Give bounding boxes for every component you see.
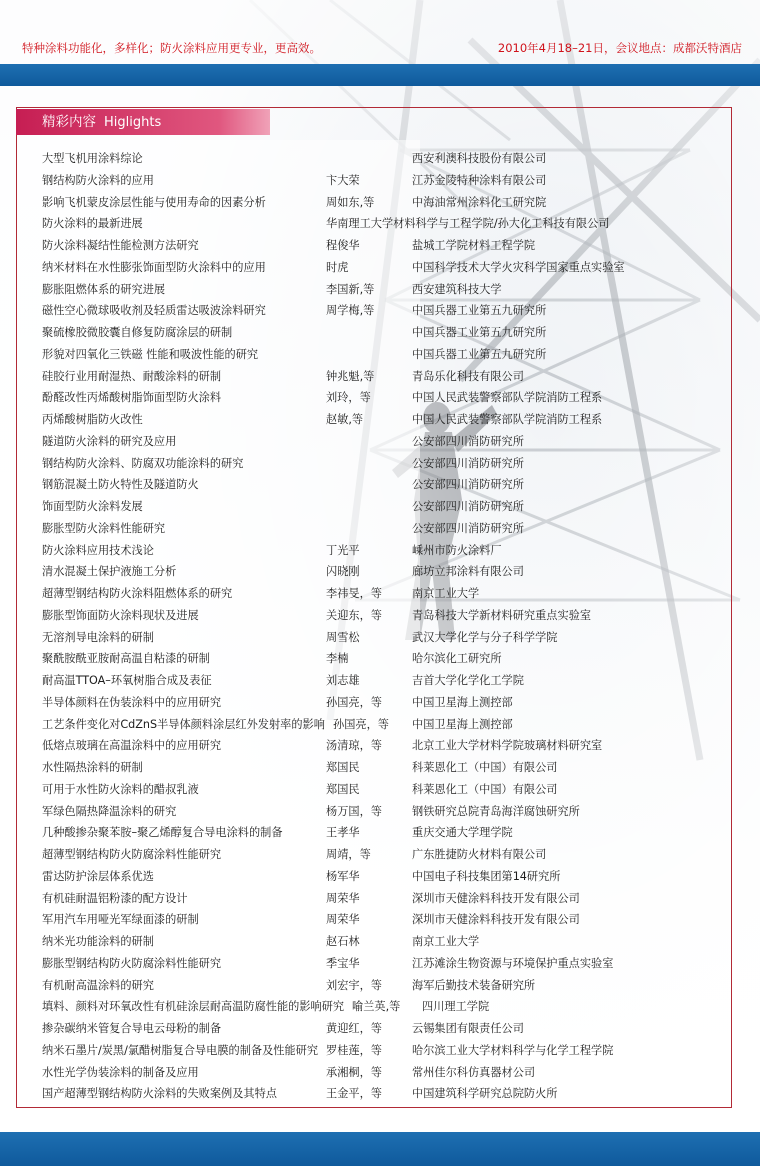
section-title-en: Higlights bbox=[104, 115, 162, 130]
paper-row bbox=[0, 257, 760, 279]
paper-author: 周荣华 bbox=[326, 913, 360, 927]
paper-institution: 中国卫星海上测控部 bbox=[412, 717, 513, 731]
paper-institution: 吉首大学化学化工学院 bbox=[412, 674, 524, 687]
paper-title: 雷达防护涂层体系优选 bbox=[42, 869, 154, 883]
paper-institution: 哈尔滨化工研究所 bbox=[412, 652, 502, 666]
paper-author: 周靖，等 bbox=[326, 848, 371, 861]
paper-title: 超薄型钢结构防火防腐涂料性能研究 bbox=[42, 848, 222, 861]
paper-row bbox=[0, 844, 760, 866]
paper-row bbox=[0, 1062, 760, 1084]
paper-author: 周雪松 bbox=[326, 630, 360, 644]
paper-title: 半导体颜料在伪装涂料中的应用研究 bbox=[42, 695, 222, 709]
paper-row bbox=[0, 366, 760, 388]
paper-row bbox=[0, 735, 760, 757]
paper-institution: 南京工业大学 bbox=[412, 587, 480, 600]
paper-row bbox=[0, 1083, 760, 1105]
paper-title: 防火涂料凝结性能检测方法研究 bbox=[42, 239, 199, 252]
paper-institution: 科莱恩化工（中国）有限公司 bbox=[412, 782, 558, 796]
paper-institution: 江苏滩涂生物资源与环境保护重点实验室 bbox=[412, 956, 614, 970]
paper-author: 程俊华 bbox=[326, 239, 360, 252]
paper-author: 周荣华 bbox=[326, 891, 360, 905]
paper-author: 黄迎红，等 bbox=[326, 1022, 382, 1035]
paper-title: 钢结构防火涂料的应用 bbox=[42, 173, 154, 187]
paper-institution: 公安部四川消防研究所 bbox=[412, 478, 524, 492]
paper-row bbox=[0, 279, 760, 301]
paper-institution: 西安建筑科技大学 bbox=[412, 282, 502, 296]
paper-title: 隧道防火涂料的研究及应用 bbox=[42, 434, 177, 448]
paper-title: 军绿色隔热降温涂料的研究 bbox=[42, 804, 177, 818]
paper-institution: 云锡集团有限责任公司 bbox=[412, 1022, 524, 1035]
paper-row bbox=[0, 192, 760, 214]
paper-institution: 重庆交通大学理学院 bbox=[412, 826, 513, 840]
paper-institution: 中国电子科技集团第14研究所 bbox=[412, 869, 561, 883]
paper-title: 防火涂料应用技术浅论 bbox=[42, 543, 154, 557]
paper-institution: 钢铁研究总院青岛海洋腐蚀研究所 bbox=[412, 804, 580, 818]
paper-title: 耐高温TTOA–环氧树脂合成及表征 bbox=[42, 674, 212, 687]
paper-title: 填料、颜料对环氧改性有机硅涂层耐高温防腐性能的影响研究 bbox=[42, 1000, 345, 1014]
paper-institution: 公安部四川消防研究所 bbox=[412, 500, 524, 513]
paper-row bbox=[0, 996, 760, 1018]
paper-author: 喻兰英,等 bbox=[352, 1000, 401, 1014]
paper-institution: 中国兵器工业第五九研究所 bbox=[412, 326, 547, 339]
paper-row bbox=[0, 909, 760, 931]
paper-row bbox=[0, 409, 760, 431]
paper-institution: 中国兵器工业第五九研究所 bbox=[412, 347, 547, 361]
paper-title: 丙烯酸树脂防火改性 bbox=[42, 413, 143, 426]
paper-author: 赵敏,等 bbox=[326, 413, 364, 426]
paper-author: 李祎旻，等 bbox=[326, 587, 382, 600]
paper-row bbox=[0, 453, 760, 475]
paper-author: 刘志雄 bbox=[326, 674, 360, 687]
paper-title: 纳米石墨片/炭黑/氯醋树脂复合导电膜的制备及性能研究 bbox=[42, 1043, 319, 1057]
paper-list bbox=[0, 148, 760, 1105]
paper-title: 膨胀型防火涂料性能研究 bbox=[42, 521, 166, 535]
paper-author: 李楠 bbox=[326, 652, 349, 666]
paper-row bbox=[0, 670, 760, 692]
paper-row bbox=[0, 583, 760, 605]
paper-row bbox=[0, 540, 760, 562]
paper-author: 卞大荣 bbox=[326, 173, 360, 187]
paper-institution: 中国人民武装警察部队学院消防工程系 bbox=[412, 413, 603, 426]
paper-title: 超薄型钢结构防火涂料阻燃体系的研究 bbox=[42, 587, 233, 600]
paper-title: 纳米材料在水性膨张饰面型防火涂料中的应用 bbox=[42, 260, 266, 274]
paper-title: 防火涂料的最新进展 bbox=[42, 217, 143, 231]
paper-institution: 中国人民武装警察部队学院消防工程系 bbox=[412, 391, 603, 405]
paper-row bbox=[0, 431, 760, 453]
paper-row bbox=[0, 931, 760, 953]
paper-row bbox=[0, 605, 760, 627]
paper-title: 有机硅耐温铝粉漆的配方设计 bbox=[42, 891, 188, 905]
paper-row bbox=[0, 148, 760, 170]
paper-row bbox=[0, 714, 760, 736]
paper-institution: 南京工业大学 bbox=[412, 935, 480, 948]
paper-title: 聚硫橡胶微胶囊自修复防腐涂层的研制 bbox=[42, 326, 233, 339]
paper-author: 王金平，等 bbox=[326, 1087, 382, 1101]
paper-author: 杨军华 bbox=[326, 869, 360, 883]
paper-author: 刘宏宇，等 bbox=[326, 978, 382, 992]
paper-institution: 盐城工学院材料工程学院 bbox=[412, 239, 536, 252]
paper-institution: 中海油常州涂料化工研究院 bbox=[412, 195, 547, 209]
paper-institution: 哈尔滨工业大学材料科学与化学工程学院 bbox=[412, 1043, 614, 1057]
paper-row bbox=[0, 757, 760, 779]
paper-title: 纳米光功能涂料的研制 bbox=[42, 935, 154, 948]
paper-institution: 西安利澳科技股份有限公司 bbox=[412, 152, 547, 165]
paper-row bbox=[0, 1018, 760, 1040]
paper-row bbox=[0, 235, 760, 257]
paper-title: 硅胶行业用耐湿热、耐酸涂料的研制 bbox=[42, 369, 222, 383]
paper-institution: 青岛科技大学新材料研究重点实验室 bbox=[412, 608, 592, 622]
paper-author: 罗桂莲，等 bbox=[326, 1043, 382, 1057]
paper-title: 聚酰胺酰亚胺耐高温自粘漆的研制 bbox=[42, 652, 210, 666]
paper-author: 丁光平 bbox=[326, 543, 360, 557]
paper-title: 水性隔热涂料的研制 bbox=[42, 761, 143, 774]
paper-row bbox=[0, 213, 760, 235]
paper-author: 郑国民 bbox=[326, 782, 360, 796]
paper-title: 国产超薄型钢结构防火涂料的失败案例及其特点 bbox=[42, 1087, 277, 1101]
paper-institution: 北京工业大学材料学院玻璃材料研究室 bbox=[412, 739, 603, 753]
paper-title: 形貌对四氧化三铁磁 性能和吸波性能的研究 bbox=[42, 347, 259, 361]
paper-author: 时虎 bbox=[326, 260, 349, 274]
paper-author: 孙国亮，等 bbox=[326, 695, 382, 709]
paper-institution: 江苏金陵特种涂料有限公司 bbox=[412, 173, 547, 187]
paper-title: 水性光学伪装涂料的制备及应用 bbox=[42, 1065, 199, 1079]
paper-title: 钢结构防火涂料、防腐双功能涂料的研究 bbox=[42, 456, 244, 470]
paper-author: 汤清琼，等 bbox=[326, 739, 382, 753]
paper-row bbox=[0, 344, 760, 366]
paper-title: 膨胀型饰面防火涂料现状及进展 bbox=[42, 608, 199, 622]
paper-title: 有机耐高温涂料的研究 bbox=[42, 978, 154, 992]
paper-author: 刘玲，等 bbox=[326, 391, 371, 405]
paper-author: 郑国民 bbox=[326, 761, 360, 774]
paper-institution: 海军后勤技术装备研究所 bbox=[412, 978, 536, 992]
header-event-info: 2010年4月18–21日，会议地点：成都沃特酒店 bbox=[497, 41, 742, 55]
paper-title: 大型飞机用涂料综论 bbox=[42, 152, 143, 165]
paper-author: 赵石林 bbox=[326, 935, 360, 948]
paper-title: 几种酸掺杂聚苯胺–聚乙烯醇复合导电涂料的制备 bbox=[42, 826, 283, 840]
section-title bbox=[16, 109, 270, 135]
paper-institution: 中国卫星海上测控部 bbox=[412, 695, 513, 709]
paper-row bbox=[0, 300, 760, 322]
paper-author: 周学梅,等 bbox=[326, 304, 375, 318]
paper-row bbox=[0, 822, 760, 844]
paper-author: 周如东,等 bbox=[326, 195, 375, 209]
paper-title: 影响飞机蒙皮涂层性能与使用寿命的因素分析 bbox=[42, 195, 266, 209]
paper-institution: 深圳市天健涂料科技开发有限公司 bbox=[412, 891, 580, 905]
paper-row bbox=[0, 387, 760, 409]
paper-row bbox=[0, 627, 760, 649]
paper-institution: 常州佳尔科仿真器材公司 bbox=[412, 1065, 536, 1079]
paper-author: 李国新,等 bbox=[326, 282, 375, 296]
paper-row bbox=[0, 1040, 760, 1062]
paper-title: 酚醛改性丙烯酸树脂饰面型防火涂料 bbox=[42, 391, 222, 405]
paper-author: 承湘桐，等 bbox=[326, 1065, 382, 1079]
paper-row bbox=[0, 496, 760, 518]
paper-title: 清水混凝土保护液施工分析 bbox=[42, 565, 177, 579]
paper-institution: 中国科学技术大学火灾科学国家重点实验室 bbox=[412, 260, 625, 274]
paper-author: 孙国亮，等 bbox=[333, 717, 389, 731]
paper-institution: 公安部四川消防研究所 bbox=[412, 434, 524, 448]
paper-row bbox=[0, 518, 760, 540]
paper-title: 钢筋混凝土防火特性及隧道防火 bbox=[42, 478, 199, 492]
paper-row bbox=[0, 692, 760, 714]
paper-title: 磁性空心微球吸收剂及轻质雷达吸波涂料研究 bbox=[42, 304, 266, 318]
paper-title: 膨胀型钢结构防火防腐涂料性能研究 bbox=[42, 956, 222, 970]
paper-institution: 公安部四川消防研究所 bbox=[412, 456, 524, 470]
paper-institution: 廊坊立邦涂料有限公司 bbox=[412, 565, 524, 579]
paper-institution: 中国建筑科学研究总院防火所 bbox=[412, 1087, 558, 1101]
paper-author: 杨万国，等 bbox=[326, 804, 382, 818]
paper-row bbox=[0, 170, 760, 192]
paper-institution: 武汉大学化学与分子科学学院 bbox=[412, 630, 558, 644]
paper-author: 季宝华 bbox=[326, 956, 360, 970]
top-blue-band bbox=[0, 64, 760, 86]
paper-institution: 青岛乐化科技有限公司 bbox=[412, 369, 524, 383]
paper-row bbox=[0, 561, 760, 583]
paper-institution: 嵊州市防火涂料厂 bbox=[412, 543, 502, 557]
header-tagline: 特种涂料功能化，多样化；防火涂料应用更专业，更高效。 bbox=[22, 41, 321, 55]
paper-row bbox=[0, 474, 760, 496]
paper-author: 王孝华 bbox=[326, 826, 360, 840]
paper-title: 低熔点玻璃在高温涂料中的应用研究 bbox=[42, 739, 222, 753]
paper-row bbox=[0, 779, 760, 801]
paper-title: 掺杂碳纳米管复合导电云母粉的制备 bbox=[42, 1022, 222, 1035]
paper-title: 饰面型防火涂料发展 bbox=[42, 500, 143, 513]
paper-author: 钟兆魁,等 bbox=[326, 369, 375, 383]
paper-title: 军用汽车用哑光军绿面漆的研制 bbox=[42, 913, 199, 927]
paper-row bbox=[0, 888, 760, 910]
paper-row bbox=[0, 866, 760, 888]
paper-institution: 中国兵器工业第五九研究所 bbox=[412, 304, 547, 318]
paper-institution: 广东胜捷防火材料有限公司 bbox=[412, 848, 547, 861]
paper-title: 工艺条件变化对CdZnS半导体颜料涂层红外发射率的影响 bbox=[42, 717, 325, 731]
bottom-blue-band bbox=[0, 1132, 760, 1166]
paper-author: 关迎东，等 bbox=[326, 608, 382, 622]
paper-row bbox=[0, 322, 760, 344]
paper-institution: 科莱恩化工（中国）有限公司 bbox=[412, 761, 558, 774]
paper-title: 无溶剂导电涂料的研制 bbox=[42, 630, 154, 644]
paper-institution: 深圳市天健涂料科技开发有限公司 bbox=[412, 913, 580, 927]
paper-title: 膨胀阻燃体系的研究进展 bbox=[42, 282, 166, 296]
paper-row bbox=[0, 648, 760, 670]
paper-row bbox=[0, 953, 760, 975]
paper-author: 华南理工大学材料科学与工程学院/孙大化工科技有限公司 bbox=[326, 217, 610, 231]
paper-institution: 公安部四川消防研究所 bbox=[412, 521, 524, 535]
paper-row bbox=[0, 975, 760, 997]
paper-row bbox=[0, 801, 760, 823]
paper-author: 闪晓刚 bbox=[326, 565, 360, 579]
section-title-cn: 精彩内容 bbox=[42, 114, 96, 130]
paper-title: 可用于水性防火涂料的醋叔乳液 bbox=[42, 782, 199, 796]
paper-institution: 四川理工学院 bbox=[422, 1000, 490, 1014]
